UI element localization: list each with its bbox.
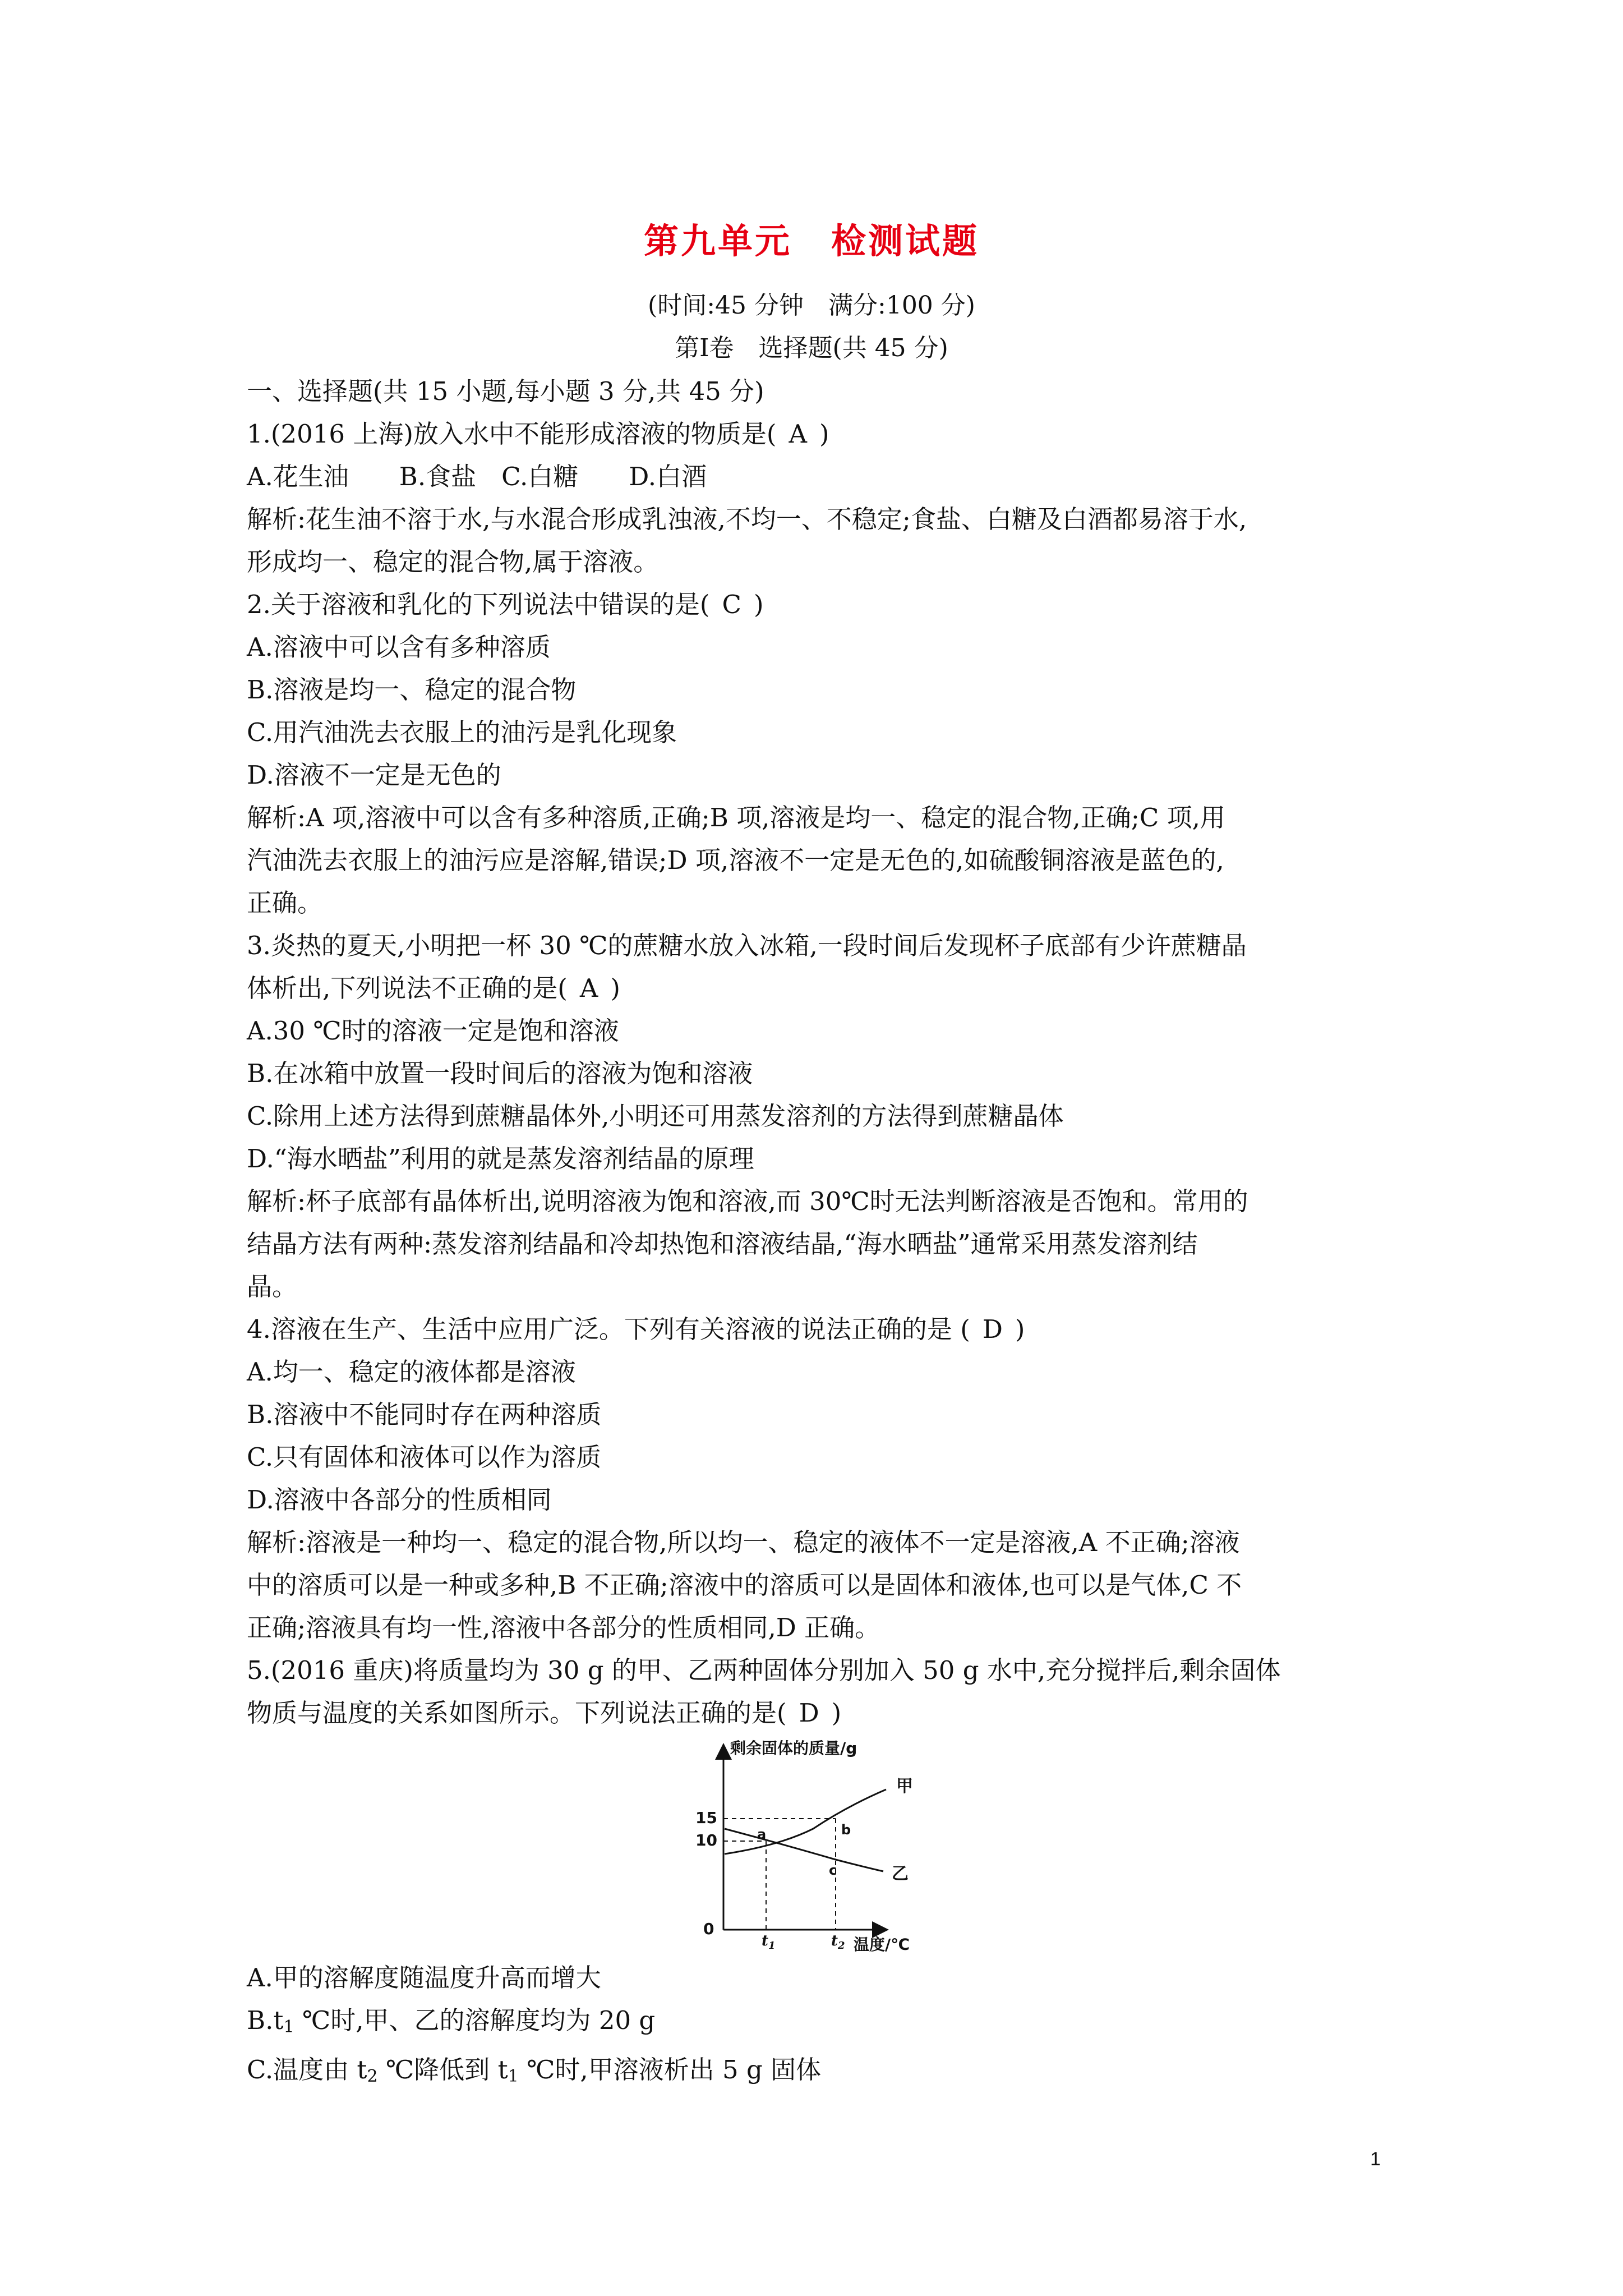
point-label-c: c	[829, 1862, 837, 1878]
option-c-text: ℃时,甲溶液析出 5 g 固体	[518, 2055, 822, 2085]
title-part-2: 检测试题	[831, 220, 980, 261]
question-3-option-c: C.除用上述方法得到蔗糖晶体外,小明还可用蒸发溶剂的方法得到蔗糖晶体	[247, 1101, 1064, 1131]
option-b-text: ℃时,甲、乙的溶解度均为 20 g	[294, 2005, 656, 2035]
question-2-option-a: A.溶液中可以含有多种溶质	[247, 632, 551, 662]
question-5-option-c	[247, 2049, 1391, 2098]
question-4-text: 4.溶液在生产、生活中应用广泛。下列有关溶液的说法正确的是 (	[247, 1314, 970, 1344]
paren-close: )	[753, 590, 764, 619]
question-4-analysis-cont: 中的溶质可以是一种或多种,B 不正确;溶液中的溶质可以是固体和液体,也可以是气体,C 不	[247, 1570, 1242, 1600]
question-2-stem	[247, 583, 1391, 626]
question-2-analysis-cont: 汽油洗去衣服上的油污应是溶解,错误;D 项,溶液不一定是无色的,如硫酸铜溶液是蓝色的,	[247, 845, 1224, 875]
volume-heading: 第Ⅰ卷 选择题(共 45 分)	[675, 334, 948, 362]
question-3-stem-cont	[247, 967, 1391, 1010]
solubility-chart	[679, 1739, 948, 1952]
x-tick-label: $t_1$	[762, 1932, 776, 1952]
option-c-prefix: C.温度由 t	[247, 2055, 367, 2085]
question-2-text: 2.关于溶液和乳化的下列说法中错误的是(	[247, 590, 710, 619]
series-jia-curve	[725, 1789, 886, 1854]
question-4-option-c: C.只有固体和液体可以作为溶质	[247, 1442, 602, 1472]
origin-label: 0	[703, 1920, 714, 1938]
question-3-stem: 3.炎热的夏天,小明把一杯 30 ℃的蔗糖水放入冰箱,一段时间后发现杯子底部有少许蔗糖晶	[247, 931, 1247, 960]
y-tick-label: 15	[695, 1809, 717, 1827]
point-label-a: a	[757, 1826, 767, 1842]
question-4-analysis: 解析:溶液是一种均一、稳定的混合物,所以均一、稳定的液体不一定是溶液,A 不正确;溶液	[247, 1527, 1240, 1557]
question-3-text: 体析出,下列说法不正确的是(	[247, 973, 568, 1003]
option-c-middle: ℃降低到 t	[377, 2055, 508, 2085]
subscript: 2	[367, 2067, 378, 2086]
exam-content	[247, 370, 1391, 2098]
question-3-analysis-end: 晶。	[247, 1272, 298, 1301]
question-5-text: 物质与温度的关系如图所示。下列说法正确的是(	[247, 1698, 787, 1728]
question-3-option-b: B.在冰箱中放置一段时间后的溶液为饱和溶液	[247, 1059, 753, 1088]
question-2-option-c: C.用汽油洗去衣服上的油污是乳化现象	[247, 717, 677, 747]
paren-close: )	[831, 1698, 842, 1728]
question-5-stem-cont	[247, 1692, 1391, 1734]
question-1-stem	[247, 413, 1391, 455]
x-tick-label: $t_2$	[831, 1932, 845, 1952]
question-4-analysis-end: 正确;溶液具有均一性,溶液中各部分的性质相同,D 正确。	[247, 1613, 880, 1642]
title-part-1: 第九单元	[643, 220, 792, 261]
question-5-stem: 5.(2016 重庆)将质量均为 30 g 的甲、乙两种固体分别加入 50 g 水中,充分搅拌后,剩余固体	[247, 1655, 1281, 1685]
page-title	[0, 213, 1623, 263]
question-2-option-d: D.溶液不一定是无色的	[247, 760, 501, 790]
question-3-answer: A	[579, 973, 598, 1003]
y-axis-label: 剩余固体的质量/g	[730, 1739, 857, 1757]
question-4-stem	[247, 1308, 1391, 1351]
paren-close: )	[610, 973, 620, 1003]
series-label-jia: 甲	[896, 1777, 913, 1796]
question-4-option-d: D.溶液中各部分的性质相同	[247, 1485, 552, 1515]
question-5-option-b	[247, 1999, 1391, 2049]
paren-close: )	[1015, 1314, 1025, 1344]
paren-close: )	[819, 419, 829, 449]
exam-time-info: (时间:45 分钟 满分:100 分)	[648, 291, 975, 320]
question-3-option-a: A.30 ℃时的溶液一定是饱和溶液	[247, 1016, 619, 1046]
series-label-yi: 乙	[892, 1864, 909, 1884]
subscript: 1	[508, 2067, 519, 2086]
question-2-answer: C	[722, 590, 741, 619]
question-1-options: A.花生油 B.食盐 C.白糖 D.白酒	[247, 462, 707, 491]
question-1-answer: A	[789, 419, 807, 449]
question-2-analysis-end: 正确。	[247, 888, 323, 918]
question-3-analysis-cont: 结晶方法有两种:蒸发溶剂结晶和冷却热饱和溶液结晶,“海水晒盐”通常采用蒸发溶剂结	[247, 1229, 1198, 1259]
question-1-analysis: 解析:花生油不溶于水,与水混合形成乳浊液,不均一、不稳定;食盐、白糖及白酒都易溶于水,	[247, 504, 1247, 534]
question-1-text: 1.(2016 上海)放入水中不能形成溶液的物质是(	[247, 419, 777, 449]
question-5-answer: D	[799, 1698, 819, 1728]
option-b-prefix: B.t	[247, 2005, 284, 2035]
question-5-option-a: A.甲的溶解度随温度升高而增大	[247, 1963, 601, 1993]
subscript: 1	[283, 2017, 294, 2037]
question-2-analysis: 解析:A 项,溶液中可以含有多种溶质,正确;B 项,溶液是均一、稳定的混合物,正确;C 项,用	[247, 803, 1225, 832]
page-number: 1	[1370, 2148, 1381, 2170]
question-2-option-b: B.溶液是均一、稳定的混合物	[247, 675, 577, 705]
question-4-option-b: B.溶液中不能同时存在两种溶质	[247, 1400, 602, 1429]
point-label-b: b	[841, 1822, 851, 1838]
question-4-option-a: A.均一、稳定的液体都是溶液	[247, 1357, 576, 1387]
x-axis-label: 温度/℃	[854, 1935, 910, 1952]
question-3-option-d: D.“海水晒盐”利用的就是蒸发溶剂结晶的原理	[247, 1144, 754, 1174]
y-tick-label: 10	[695, 1831, 717, 1849]
section-heading: 一、选择题(共 15 小题,每小题 3 分,共 45 分)	[247, 376, 764, 406]
question-4-answer: D	[982, 1314, 1003, 1344]
question-1-analysis-cont: 形成均一、稳定的混合物,属于溶液。	[247, 547, 659, 577]
question-3-analysis: 解析:杯子底部有晶体析出,说明溶液为饱和溶液,而 30℃时无法判断溶液是否饱和。常用的	[247, 1186, 1248, 1216]
